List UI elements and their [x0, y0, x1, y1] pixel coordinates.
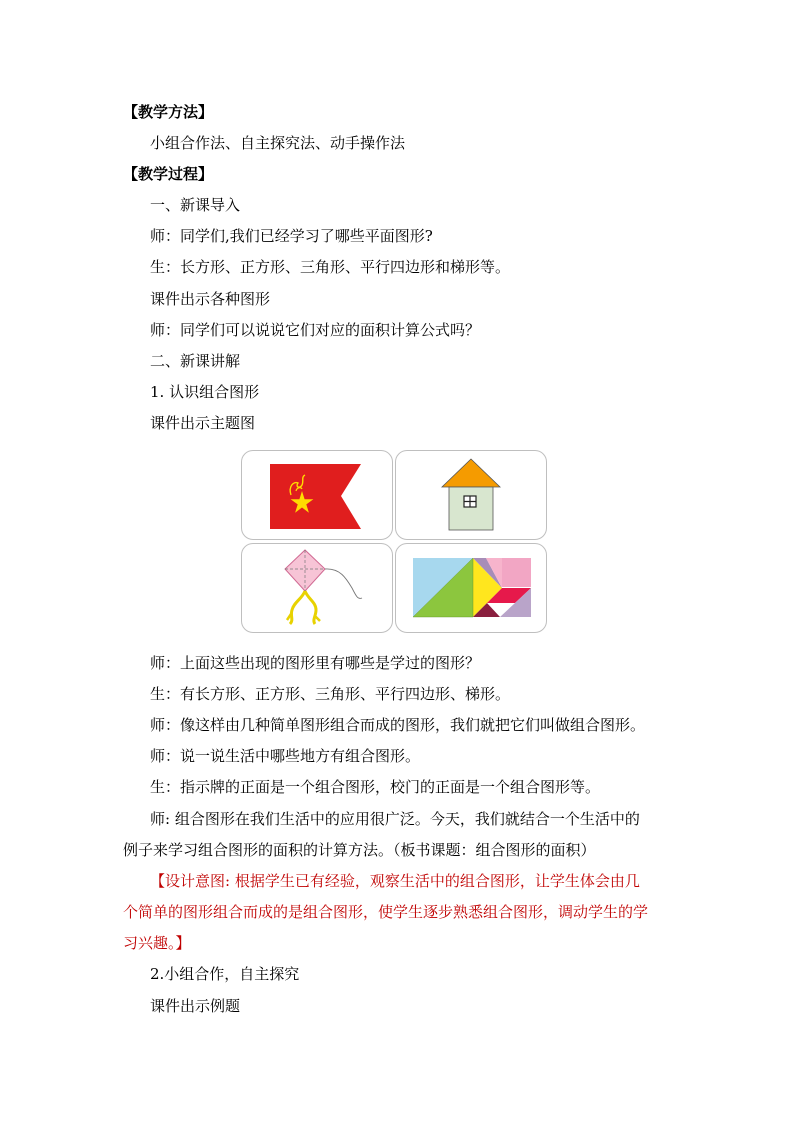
- text-line: 师：上面这些出现的图形里有哪些是学过的图形？: [150, 654, 481, 672]
- kite-image: [242, 544, 392, 632]
- section-heading: 二、新课讲解: [150, 352, 241, 370]
- subsection-heading: 2.小组合作，自主探究: [150, 965, 300, 983]
- text-line: 课件出示各种图形: [150, 290, 271, 308]
- text-line: 师：像这样由几种简单图形组合而成的图形，我们就把它们叫做组合图形。: [150, 716, 646, 734]
- tangram-image: [396, 544, 546, 632]
- text-line: 师：同学们,我们已经学习了哪些平面图形?: [150, 227, 433, 245]
- text-line: 生：有长方形、正方形、三角形、平行四边形、梯形。: [150, 685, 511, 703]
- text-line: 课件出示主题图: [150, 414, 256, 432]
- text-line: 师：说一说生活中哪些地方有组合图形。: [150, 747, 421, 765]
- text-line: 课件出示例题: [150, 997, 241, 1015]
- text-line: 例子来学习组合图形的面积的计算方法。（板书课题：组合图形的面积）: [123, 841, 596, 859]
- heading-teaching-methods: 【教学方法】: [123, 103, 214, 121]
- heading-teaching-process: 【教学过程】: [123, 165, 214, 183]
- design-intent-text: 【设计意图: 根据学生已有经验，观察生活中的组合图形，让学生体会由几: [150, 872, 640, 890]
- house-image: [396, 451, 546, 539]
- flag-image: [242, 451, 392, 539]
- section-heading: 一、新课导入: [150, 196, 241, 214]
- panel-kite: [241, 543, 393, 633]
- text-line: 生：指示牌的正面是一个组合图形，校门的正面是一个组合图形等。: [150, 778, 601, 796]
- text-line: 小组合作法、自主探究法、动手操作法: [150, 134, 406, 152]
- design-intent-text: 个简单的图形组合而成的是组合图形，使学生逐步熟悉组合图形，调动学生的学: [123, 903, 649, 921]
- panel-flag: [241, 450, 393, 540]
- panel-tangram: [395, 543, 547, 633]
- panel-house: [395, 450, 547, 540]
- design-intent-text: 习兴趣。】: [123, 934, 191, 952]
- text-line: 生：长方形、正方形、三角形、平行四边形和梯形等。: [150, 258, 511, 276]
- subsection-heading: 1. 认识组合图形: [150, 383, 260, 401]
- text-line: 师：同学们可以说说它们对应的面积计算公式吗？: [150, 321, 481, 339]
- text-line: 师: 组合图形在我们生活中的应用很广泛。今天，我们就结合一个生活中的: [150, 810, 640, 828]
